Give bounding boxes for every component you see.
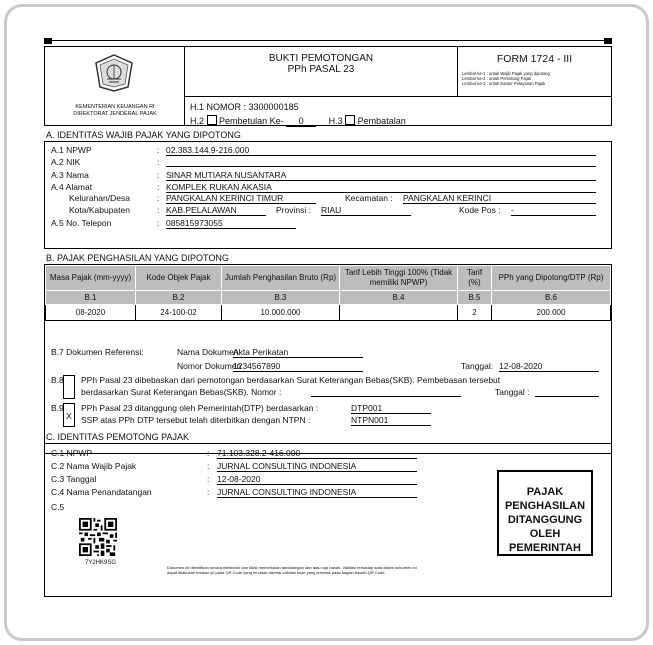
- b8-label: B.8: [51, 375, 64, 385]
- c-tanggal-value: 12-08-2020: [217, 474, 417, 485]
- kodepos-value: -: [511, 205, 596, 216]
- section-c-title: C. IDENTITAS PEMOTONG PAJAK: [46, 432, 190, 442]
- tanggal-dokumen-label: Tanggal:: [461, 361, 494, 371]
- b9-ntpn-value: NTPN001: [351, 415, 431, 426]
- c-tanggal-label: C.3 Tanggal: [51, 474, 97, 484]
- npwp-label: A.1 NPWP: [51, 145, 92, 155]
- code-b3: B.3: [222, 291, 340, 305]
- b8-text-line1: PPh Pasal 23 dibebaskan dari pemotongan berdasarkan Surat Keterangan Bebas(SKB). Pembebasan tersebut: [81, 375, 501, 385]
- col-tarif: Tarif (%): [458, 266, 492, 291]
- code-b1: B.1: [46, 291, 136, 305]
- b8-checkbox[interactable]: [63, 375, 75, 399]
- footnote-line1: Dokumen ini diterbitkan secara elektronik dan tidak memerlukan tandatangan dan atau cap basah. Validasi terhadap data dalam dokumen ini: [167, 565, 417, 570]
- c-penandatangan-label: C.4 Nama Penandatangan: [51, 487, 152, 497]
- b9-text-line1: PPh Pasal 23 ditanggung oleh Pemerintah(DTP) berdasarkan :: [81, 403, 319, 413]
- col-masa-pajak: Masa Pajak (mm-yyyy): [46, 266, 136, 291]
- ministry-line1: KEMENTERIAN KEUANGAN RI: [75, 104, 155, 110]
- stamp-line1: PAJAK: [526, 486, 564, 498]
- b9-label: B.9: [51, 403, 64, 413]
- kota-label: Kota/Kabupaten: [69, 205, 130, 215]
- tanggal-dokumen-value: 12-08-2020: [499, 361, 599, 372]
- h2-label: H.2: [190, 116, 205, 126]
- b7-label: B.7 Dokumen Referensi:: [51, 347, 144, 357]
- section-a-box: A.1 NPWP : 02.383.144.9-216.000 A.2 NIK : A.3 Nama : SINAR MUTIARA NUSANTARA A.4 Alamat : KOMPLEK RUKAN AKASIA Kelurahan/Desa : PANGKALAN KERINCI TIMUR Kecamatan : PANGKALAN KERINCI Kota/Kabupaten : KAB.PELALAWAN Provinsi : RIAU Kode Pos : - A.5 No. Telepon : 085815973055: [44, 141, 612, 249]
- col-tarif-lebih-tinggi: Tarif Lebih Tinggi 100% (Tidak memiliki NPWP): [340, 266, 458, 291]
- provinsi-label: Provinsi :: [276, 205, 311, 215]
- c5-label: C.5: [51, 502, 65, 512]
- nama-dokumen-label: Nama Dokumen: [177, 347, 239, 357]
- pembetulan-row: [190, 115, 406, 127]
- tax-table-header: [46, 266, 611, 291]
- nama-dokumen-value: Akta Perikatan: [233, 347, 363, 358]
- corner-mark-left: [44, 38, 52, 44]
- stamp-line3: DITANGGUNG: [507, 514, 583, 526]
- c-penandatangan-value: JURNAL CONSULTING INDONESIA: [217, 487, 417, 498]
- ministry-block: [45, 47, 185, 125]
- cell-tarif: 2: [458, 305, 492, 321]
- sheet-note-2: Lembar ke-2 : untuk Pemotong Pajak: [462, 76, 532, 81]
- qr-code-text: 7Y2HK9SG: [85, 560, 117, 566]
- b9-checkbox[interactable]: X: [63, 403, 75, 427]
- npwp-value: 02.383.144.9-216.000: [166, 145, 596, 156]
- alamat-label: A.4 Alamat: [51, 182, 93, 192]
- kecamatan-value: PANGKALAN KERINCI: [403, 193, 596, 204]
- footnote: [167, 565, 587, 575]
- cell-pph-dipotong: 200.000: [492, 305, 611, 321]
- nomor-dokumen-label: Nomor Dokumen: [177, 361, 242, 371]
- ministry-line2: DIREKTORAT JENDERAL PAJAK: [73, 111, 157, 117]
- kota-value: KAB.PELALAWAN: [166, 205, 266, 216]
- doc-subtitle: PPh PASAL 23: [287, 64, 355, 75]
- nama-value: SINAR MUTIARA NUSANTARA: [166, 170, 596, 181]
- nomor-dokumen-value: 1234567890: [233, 361, 363, 372]
- tax-table: [45, 265, 611, 321]
- h3-label: H.3: [328, 116, 343, 126]
- cell-tarif-lebih-tinggi: [340, 305, 458, 321]
- c-npwp-label: C.1 NPWP: [51, 448, 93, 458]
- pembatalan-checkbox[interactable]: [345, 115, 355, 125]
- top-rule: [44, 40, 612, 41]
- pembetulan-label: Pembetulan Ke-: [219, 116, 284, 126]
- tax-table-codes: [46, 291, 611, 305]
- stamp-line2: PENGHASILAN: [504, 500, 586, 512]
- kodepos-label: Kode Pos :: [459, 205, 501, 215]
- nik-value: [166, 157, 596, 167]
- telepon-label: A.5 No. Telepon: [51, 218, 112, 228]
- nik-label: A.2 NIK: [51, 157, 81, 167]
- col-penghasilan-bruto: Jumlah Penghasilan Bruto (Rp): [222, 266, 340, 291]
- document: [44, 38, 612, 598]
- code-b2: B.2: [136, 291, 222, 305]
- b8-nomor-value: [311, 387, 461, 397]
- kelurahan-label: Kelurahan/Desa: [69, 193, 130, 203]
- nama-label: A.3 Nama: [51, 170, 89, 180]
- b8-tanggal-label: Tanggal :: [495, 387, 530, 397]
- kelurahan-value: PANGKALAN KERINCI TIMUR: [166, 193, 316, 204]
- section-b-title: B. PAJAK PENGHASILAN YANG DIPOTONG: [46, 253, 229, 263]
- table-row: [46, 305, 611, 321]
- code-b4: B.4: [340, 291, 458, 305]
- nomor-row: [190, 102, 299, 112]
- provinsi-value: RIAU: [321, 205, 411, 216]
- col-pph-dipotong: PPh yang Dipotong/DTP (Rp): [492, 266, 611, 291]
- ministry-name: [45, 104, 185, 118]
- nomor-label: H.1 NOMOR :: [190, 102, 247, 112]
- b8-tanggal-value: [535, 387, 599, 397]
- pembetulan-value: 0: [286, 116, 316, 127]
- col-kode-objek: Kode Objek Pajak: [136, 266, 222, 291]
- code-b6: B.6: [492, 291, 611, 305]
- dtp-stamp: [497, 470, 593, 556]
- cell-masa-pajak: 08-2020: [46, 305, 136, 321]
- stamp-line5: PEMERINTAH: [509, 542, 581, 554]
- form-id-block: [458, 47, 611, 97]
- b8-text-line2: berdasarkan Surat Keterangan Bebas(SKB). Nomor :: [81, 387, 282, 397]
- stamp-line4: OLEH: [529, 528, 561, 540]
- cell-kode-objek: 24-100-02: [136, 305, 222, 321]
- sheet-note-1: Lembar ke-1 : untuk Wajib Pajak yang dipotong: [462, 71, 550, 76]
- kecamatan-label: Kecamatan :: [345, 193, 393, 203]
- section-a-title: A. IDENTITAS WAJIB PAJAK YANG DIPOTONG: [46, 130, 241, 140]
- alamat-value: KOMPLEK RUKAN AKASIA: [166, 182, 596, 193]
- qr-code-icon: [79, 518, 117, 556]
- form-number: FORM 1724 - III: [496, 53, 573, 65]
- sheet-notes: [462, 71, 611, 86]
- form-header: [44, 46, 612, 126]
- telepon-value: 085815973055: [166, 218, 296, 229]
- sheet-note-3: Lembar ke-3 : untuk Kantor Pelayanan Pajak: [462, 81, 546, 86]
- b9-text-line2: SSP atas PPh DTP tersebut telah diterbitkan dengan NTPN :: [81, 415, 311, 425]
- corner-mark-right: [604, 38, 612, 44]
- section-c-box: C.1 NPWP : 71.103.328.2-416.000 C.2 Nama Wajib Pajak : JURNAL CONSULTING INDONESIA C.3 Tanggal : 12-08-2020 C.4 Nama Penandatangan : JURNAL CONSULTING INDONESIA C.5 7Y2HK9SG PAJAK PENGHASILAN DITANGGUNG OLEH PEMERINTAH Dokumen ini diterbitkan secara elektronik dan tidak memerlukan tandatangan dan atau cap basah. Validasi terhadap data dalam dokumen ini dapat dilakukan melalui url pada QR Code yang tercetak disertai validasi kode yang tercetak pada bagian bawah QR Code.: [44, 443, 612, 597]
- c-nama-value: JURNAL CONSULTING INDONESIA: [217, 461, 417, 472]
- section-b-box: [44, 264, 612, 454]
- cell-penghasilan-bruto: 10.000.000: [222, 305, 340, 321]
- c-npwp-value: 71.103.328.2-416.000: [217, 448, 417, 459]
- code-b5: B.5: [458, 291, 492, 305]
- c-nama-label: C.2 Nama Wajib Pajak: [51, 461, 137, 471]
- footnote-line2: dapat dilakukan melalui url pada QR Code yang tercetak disertai validasi kode yang tercetak pada bagian bawah QR Code.: [167, 570, 386, 575]
- nomor-value: 3300000185: [248, 102, 299, 112]
- doc-title: BUKTI PEMOTONGAN: [268, 53, 374, 64]
- b9-dtp-value: DTP001: [351, 403, 431, 414]
- pembatalan-label: Pembatalan: [357, 116, 406, 126]
- ministry-emblem-icon: [92, 53, 136, 93]
- title-block: [185, 47, 458, 97]
- pembetulan-checkbox[interactable]: [207, 115, 217, 125]
